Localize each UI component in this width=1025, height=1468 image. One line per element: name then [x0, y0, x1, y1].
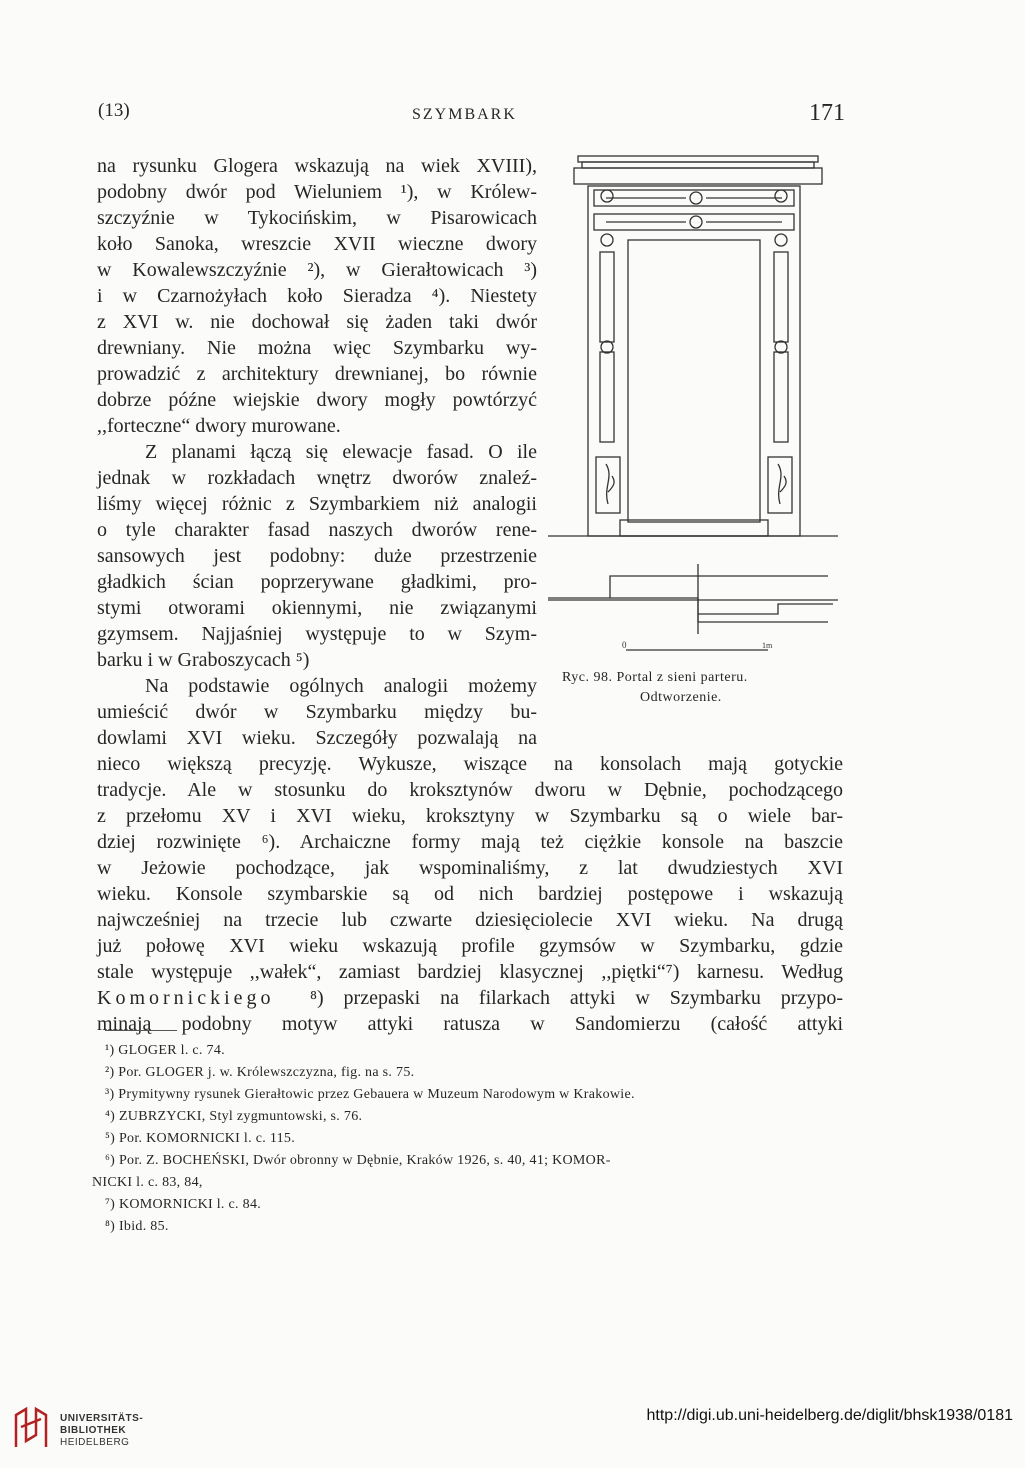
body-line: umieścić dwór w Szymbarku między bu- — [97, 701, 537, 723]
body-line: barku i w Graboszycach ⁵) — [97, 649, 310, 671]
body-line: Na podstawie ogólnych analogii możemy — [145, 675, 537, 697]
running-head-section: (13) — [98, 100, 130, 121]
body-line: szczyźnie w Tykocińskim, w Pisarowicach — [97, 207, 537, 229]
footnote: ¹) GLOGER l. c. 74. — [105, 1043, 225, 1058]
body-line: w Kowalewszczyźnie ²), w Gierałtowicach ³) — [97, 259, 537, 281]
body-line-author: Komornickiego — [97, 987, 275, 1009]
body-line: stymi otworami okiennymi, nie związanymi — [97, 597, 537, 619]
body-line: gzymsem. Najjaśniej występuje to w Szym- — [97, 623, 537, 645]
body-line: z przełomu XV i XVI wieku, kroksztyny w Szymbarku są o wiele bar- — [97, 805, 843, 827]
body-line: dziej rozwinięte ⁶). Archaiczne formy mają też ciężkie konsole na baszcie — [97, 831, 843, 853]
page-number: 171 — [809, 100, 845, 126]
body-line: drewniany. Nie można więc Szymbarku wy- — [97, 337, 537, 359]
scale-end-label: 1m — [762, 641, 773, 650]
footnote: ⁴) ZUBRZYCKI, Styl zygmuntowski, s. 76. — [105, 1109, 363, 1124]
figure-caption: Ryc. 98. Portal z sieni parteru. — [562, 670, 748, 685]
footnote: ²) Por. GLOGER j. w. Królewszczyzna, fig. na s. 75. — [105, 1065, 415, 1080]
footnote: ⁷) KOMORNICKI l. c. 84. — [105, 1197, 262, 1212]
permalink-url[interactable]: http://digi.ub.uni-heidelberg.de/diglit/bhsk1938/0181 — [646, 1407, 1013, 1424]
body-line: z XVI w. nie dochował się żaden taki dwór — [97, 311, 537, 333]
body-line: gładkich ścian poprzerywane gładkimi, pro- — [97, 571, 537, 593]
body-line: w Jeżowie pochodzące, jak wspominaliśmy, z lat dwudziestych XVI — [97, 857, 843, 879]
footnote-continuation: NICKI l. c. 83, 84, — [92, 1175, 203, 1190]
body-line: już połowę XVI wieku wskazują profile gzymsów w Szymbarku, gdzie — [97, 935, 843, 957]
library-logo-icon — [12, 1405, 52, 1451]
footnote: ⁶) Por. Z. BOCHEŃSKI, Dwór obronny w Dębnie, Kraków 1926, s. 40, 41; KOMOR- — [105, 1153, 611, 1168]
library-name-line: HEIDELBERG — [60, 1437, 130, 1448]
footnote: ⁵) Por. KOMORNICKI l. c. 115. — [105, 1131, 296, 1146]
digitization-footer — [0, 1393, 1025, 1468]
body-line: Z planami łączą się elewacje fasad. O ile — [145, 441, 537, 463]
body-line: nieco większą precyzję. Wykusze, wiszące na konsolach mają gotyckie — [97, 753, 843, 775]
body-line: stale występuje ,,wałek“, zamiast bardziej klasycznej ,,piętki“⁷) karnesu. Według — [97, 961, 843, 983]
body-line: o tyle charakter fasad naszych dworów rene- — [97, 519, 537, 541]
footnote: ³) Prymitywny rysunek Gierałtowic przez Gebauera w Muzeum Narodowym w Krakowie. — [105, 1087, 635, 1102]
body-line: sansowych jest podobny: duże przestrzenie — [97, 545, 537, 567]
body-line: prowadzić z architektury drewnianej, bo równie — [97, 363, 537, 385]
running-head-title: SZYMBARK — [412, 106, 517, 123]
figure-caption-subtitle: Odtworzenie. — [640, 690, 722, 705]
body-line: koło Sanoka, wreszcie XVII wieczne dwory — [97, 233, 537, 255]
body-line: ⁸) przepaski na filarkach attyki w Szymbarku przypo- — [310, 987, 843, 1009]
body-line: i w Czarnożyłach koło Sieradza ⁴). Niestety — [97, 285, 537, 307]
body-line: ,,forteczne“ dwory murowane. — [97, 415, 341, 437]
body-line: dobrze późne wiejskie dwory mogły powtórzyć — [97, 389, 537, 411]
body-line: dowlami XVI wieku. Szczegóły pozwalają na — [97, 727, 537, 749]
body-line: wieku. Konsole szymbarskie są od nich bardziej postępowe i wskazują — [97, 883, 843, 905]
body-line: tradycje. Ale w stosunku do kroksztynów dworu w Dębnie, pochodzącego — [97, 779, 843, 801]
body-line: minają podobny motyw attyki ratusza w Sandomierzu (całość attyki — [97, 1013, 843, 1035]
scale-start-label: 0 — [622, 640, 627, 650]
portal-drawing — [548, 152, 838, 662]
library-name-line: BIBLIOTHEK — [60, 1425, 127, 1436]
body-line: liśmy więcej różnic z Szymbarkiem niż analogii — [97, 493, 537, 515]
library-name-line: UNIVERSITÄTS- — [60, 1413, 144, 1424]
body-line: na rysunku Glogera wskazują na wiek XVIII), — [97, 155, 537, 177]
body-line: podobny dwór pod Wieluniem ¹), w Królew- — [97, 181, 537, 203]
body-line: najwcześniej na trzecie lub czwarte dziesięciolecie XVI wieku. Na drugą — [97, 909, 843, 931]
footnote-rule — [105, 1030, 177, 1031]
footnote: ⁸) Ibid. 85. — [105, 1219, 169, 1234]
body-line: jednak w rozkładach wnętrz dworów znaleź- — [97, 467, 537, 489]
